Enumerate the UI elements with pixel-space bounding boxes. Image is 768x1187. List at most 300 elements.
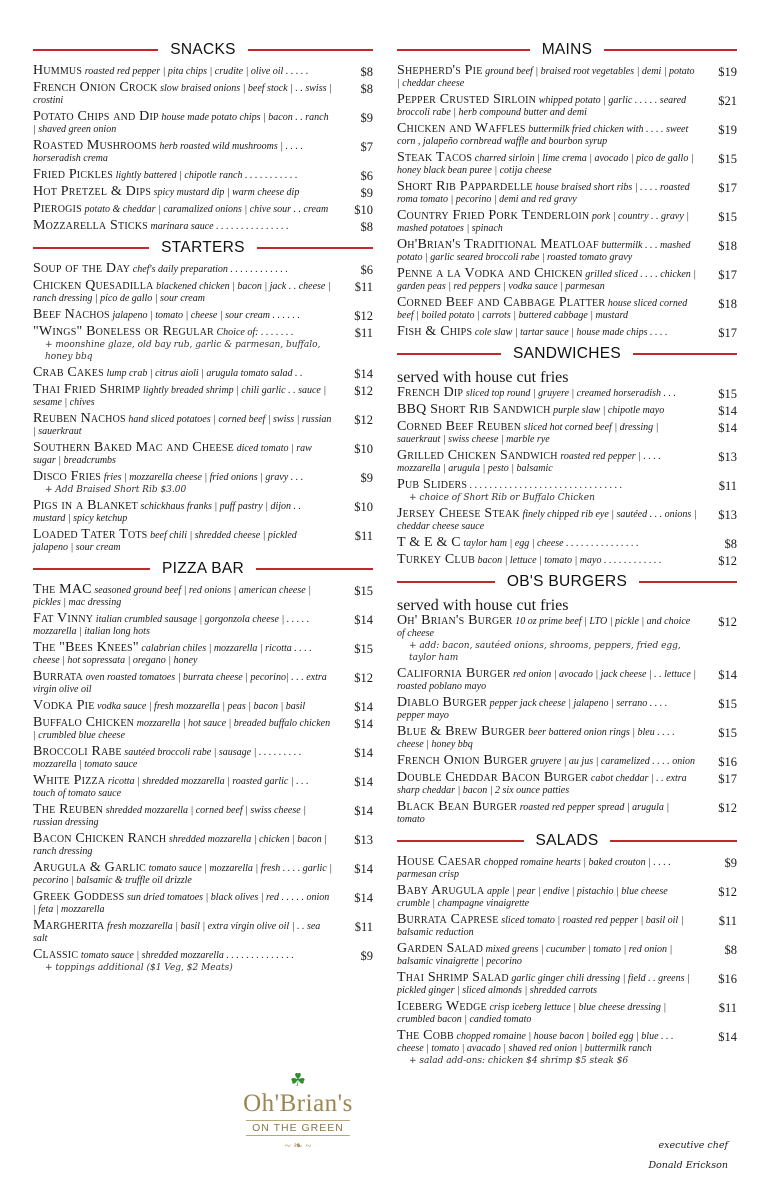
menu-item xyxy=(33,186,373,199)
item-price: $16 xyxy=(718,972,737,986)
item-description: apple | pear | endive | pistachio | blue cheese crumble | champagne vinaigrette xyxy=(397,886,668,909)
menu-item xyxy=(397,239,737,264)
menu-item xyxy=(397,297,737,322)
item-name: Southern Baked Mac and Cheese xyxy=(33,440,234,455)
item-description: bacon | lettuce | tomato | mayo . . . . . . . . . . . . xyxy=(477,555,662,566)
item-price: $15 xyxy=(718,210,737,224)
menu-column-left xyxy=(33,38,373,978)
item-description: oven roasted tomatoes | burrata cheese | pecorino| . . . extra virgin olive oil xyxy=(33,672,327,695)
menu-item xyxy=(397,210,737,235)
item-name: Chicken and Waffles xyxy=(397,121,526,136)
ornament-icon: ~ ❧ ~ xyxy=(284,1140,312,1152)
item-description: Choice of: . . . . . . . xyxy=(216,327,294,338)
item-price: $18 xyxy=(718,239,737,253)
item-name: Thai Shrimp Salad xyxy=(397,970,509,985)
restaurant-logo xyxy=(228,1070,368,1170)
menu-item xyxy=(397,554,737,567)
chef-credit xyxy=(648,1136,728,1176)
item-name: The Reuben xyxy=(33,802,104,817)
item-price: $13 xyxy=(354,833,373,847)
item-description: spicy mustard dip | warm cheese dip xyxy=(153,187,300,198)
item-price: $14 xyxy=(718,668,737,682)
item-description: fresh mozzarella | basil | extra virgin olive oil | . . sea salt xyxy=(33,921,321,944)
item-name: Garden Salad xyxy=(397,941,484,956)
section-rule-right xyxy=(610,840,737,842)
item-description: sliced hot corned beef | dressing | sauerkraut | swiss cheese | marble rye xyxy=(397,422,659,445)
item-price: $6 xyxy=(360,263,373,277)
menu-item xyxy=(33,891,373,916)
item-price: $15 xyxy=(718,387,737,401)
item-description: tomato sauce | mozzarella | fresh . . . . garlic | pecorino | balsamic & truffle oil drizzle xyxy=(33,863,332,886)
item-name: Arugula & Garlic xyxy=(33,860,146,875)
section-rule-left xyxy=(397,49,530,51)
item-name: Beef Nachos xyxy=(33,307,110,322)
menu-item xyxy=(33,920,373,945)
section-title: STARTERS xyxy=(161,239,245,256)
item-price: $17 xyxy=(718,181,737,195)
menu-item xyxy=(397,326,737,339)
item-price: $8 xyxy=(724,943,737,957)
item-description: lightly breaded shrimp | chili garlic . . sauce | sesame | chives xyxy=(33,385,327,408)
item-name: French Onion Crock xyxy=(33,80,158,95)
section-title-bar xyxy=(397,39,737,61)
menu-item xyxy=(397,1001,737,1026)
item-name: The "Bees Knees" xyxy=(33,640,139,655)
menu-item xyxy=(397,943,737,968)
menu-item xyxy=(33,613,373,638)
menu-item xyxy=(33,140,373,165)
item-description: vodka sauce | fresh mozzarella | peas | bacon | basil xyxy=(97,701,306,712)
item-addon-note: + add: bacon, sautéed onions, shrooms, peppers, fried egg, taylor ham xyxy=(409,641,681,663)
item-name: Short Rib Pappardelle xyxy=(397,179,533,194)
item-price: $8 xyxy=(360,82,373,96)
item-name: Iceberg Wedge xyxy=(397,999,487,1014)
menu-item xyxy=(397,152,737,177)
menu-item xyxy=(397,885,737,910)
section-title: PIZZA BAR xyxy=(162,560,244,577)
item-name: Fat Vinny xyxy=(33,611,94,626)
item-addon-note: + Add Braised Short Rib $3.00 xyxy=(45,485,187,495)
section-rule-left xyxy=(397,581,495,583)
item-description: mozzarella | hot sauce | breaded buffalo chicken | crumbled blue cheese xyxy=(33,718,331,741)
item-description: buttermilk fried chicken with . . . . sweet corn , jalapeño cornbread waffle and bourbon syrup xyxy=(397,124,689,147)
item-name: Oh' Brian's Burger xyxy=(397,613,513,628)
menu-item xyxy=(397,421,737,446)
item-price: $12 xyxy=(354,671,373,685)
item-description: finely chipped rib eye | sautéed . . . onions | cheddar cheese sauce xyxy=(397,509,697,532)
menu-item xyxy=(33,65,373,78)
menu-item xyxy=(33,169,373,182)
section-note: served with house cut fries xyxy=(397,369,569,386)
item-price: $14 xyxy=(354,891,373,905)
item-description: beer battered onion rings | bleu . . . . cheese | honey bbq xyxy=(397,727,675,750)
item-price: $14 xyxy=(718,1030,737,1044)
logo-brand: Oh'Brian's xyxy=(243,1090,353,1117)
menu-item xyxy=(397,668,737,693)
item-name: Baby Arugula xyxy=(397,883,485,898)
item-price: $12 xyxy=(718,554,737,568)
menu-item xyxy=(397,726,737,751)
item-name: Corned Beef and Cabbage Platter xyxy=(397,295,606,310)
logo-subtitle: ON THE GREEN xyxy=(246,1120,350,1136)
menu-item xyxy=(33,642,373,667)
item-description: schickhaus franks | puff pastry | dijon . . mustard | spicy ketchup xyxy=(33,501,302,524)
item-name: Pigs in a Blanket xyxy=(33,498,138,513)
menu-item xyxy=(33,746,373,771)
item-name: House Caesar xyxy=(397,854,482,869)
section-rule-left xyxy=(397,840,524,842)
menu-item xyxy=(33,584,373,609)
menu-item xyxy=(33,442,373,467)
item-description: crisp iceberg lettuce | blue cheese dressing | crumbled bacon | candied tomato xyxy=(397,1002,667,1025)
item-name: Diablo Burger xyxy=(397,695,487,710)
item-description: buttermilk . . . mashed potato | garlic seared broccoli rabe | roasted tomato gravy xyxy=(397,240,691,263)
item-price: $14 xyxy=(354,367,373,381)
item-name: Broccoli Rabe xyxy=(33,744,122,759)
menu-item xyxy=(33,949,373,974)
item-description: blackened chicken | bacon | jack . . cheese | ranch dressing | pico de gallo | sour cream xyxy=(33,281,331,304)
item-price: $14 xyxy=(354,700,373,714)
section-title-bar xyxy=(33,39,373,61)
item-price: $15 xyxy=(354,584,373,598)
item-price: $19 xyxy=(718,123,737,137)
item-description: tomato sauce | shredded mozzarella . . . . . . . . . . . . . . xyxy=(80,950,294,961)
menu-item xyxy=(33,82,373,107)
section-rule-left xyxy=(397,353,501,355)
item-price: $17 xyxy=(718,326,737,340)
item-name: Steak Tacos xyxy=(397,150,473,165)
menu-item xyxy=(397,772,737,797)
item-price: $10 xyxy=(354,203,373,217)
item-addon-note: + salad add-ons: chicken $4 shrimp $5 steak $6 xyxy=(409,1056,629,1066)
item-description: chef's daily preparation . . . . . . . . . . . . xyxy=(132,264,288,275)
item-name: The Cobb xyxy=(397,1028,454,1043)
menu-item xyxy=(33,220,373,233)
item-description: sliced tomato | roasted red pepper | basil oil | balsamic reduction xyxy=(397,915,684,938)
item-name: Pierogis xyxy=(33,201,82,216)
section-rule-right xyxy=(604,49,737,51)
menu-item xyxy=(33,833,373,858)
item-name: Roasted Mushrooms xyxy=(33,138,157,153)
menu-item xyxy=(397,479,737,504)
shamrock-icon: ☘ xyxy=(289,1070,307,1090)
item-name: Disco Fries xyxy=(33,469,102,484)
item-description: fries | mozzarella cheese | fried onions | gravy . . . xyxy=(103,472,304,483)
item-addon-note: + toppings additional ($1 Veg, $2 Meats) xyxy=(45,963,233,973)
item-description: garlic ginger chili dressing | field . . greens | pickled ginger | sliced almonds | shredded carrots xyxy=(397,973,690,996)
item-description: jalapeno | tomato | cheese | sour cream . . . . . . xyxy=(112,310,301,321)
menu-item xyxy=(33,471,373,496)
item-description: roasted red pepper spread | arugula | tomato xyxy=(397,802,670,825)
item-price: $15 xyxy=(718,697,737,711)
item-price: $9 xyxy=(360,186,373,200)
item-addon-note: + moonshine glaze, old bay rub, garlic & parmesan, buffalo, honey bbq xyxy=(45,340,321,362)
section-title: SANDWICHES xyxy=(512,345,622,362)
section-rule-right xyxy=(256,568,373,570)
item-price: $11 xyxy=(718,1001,737,1015)
item-name: Oh'Brian's Traditional Meatloaf xyxy=(397,237,599,252)
item-name: Corned Beef Reuben xyxy=(397,419,522,434)
item-name: Soup of the Day xyxy=(33,261,131,276)
item-description: sliced top round | gruyere | creamed horseradish . . . xyxy=(465,388,677,399)
item-description: slow braised onions | beef stock | . . swiss | crostini xyxy=(33,83,332,106)
menu-item xyxy=(397,404,737,417)
menu-item xyxy=(33,775,373,800)
item-price: $9 xyxy=(360,949,373,963)
section-title-bar xyxy=(397,830,737,852)
section-rule-left xyxy=(33,247,149,249)
item-description: 10 oz prime beef | LTO | pickle | and choice of cheese xyxy=(397,616,691,639)
item-price: $12 xyxy=(354,309,373,323)
item-name: Margherita xyxy=(33,918,105,933)
item-description: gruyere | au jus | caramelized . . . . onion xyxy=(530,756,696,767)
item-description: house sliced corned beef | boiled potato | carrots | buttered cabbage | mustard xyxy=(397,298,688,321)
item-price: $18 xyxy=(718,297,737,311)
menu-item xyxy=(397,387,737,400)
item-name: Greek Goddess xyxy=(33,889,125,904)
chef-title: executive chef xyxy=(658,1140,728,1151)
item-name: Bacon Chicken Ranch xyxy=(33,831,167,846)
section-rule-right xyxy=(248,49,373,51)
item-name: T & E & C xyxy=(397,535,461,550)
item-description: red onion | avocado | jack cheese | . . lettuce | roasted poblano mayo xyxy=(397,669,697,692)
item-name: Potato Chips and Dip xyxy=(33,109,159,124)
item-price: $11 xyxy=(354,280,373,294)
item-price: $14 xyxy=(354,862,373,876)
item-name: Grilled Chicken Sandwich xyxy=(397,448,558,463)
item-name: Country Fried Pork Tenderloin xyxy=(397,208,590,223)
item-description: beef chili | shredded cheese | pickled jalapeno | sour cream xyxy=(33,530,297,553)
item-description: sautéed broccoli rabe | sausage | . . . . . . . . . mozzarella | tomato sauce xyxy=(33,747,302,770)
menu-item xyxy=(397,537,737,550)
item-price: $7 xyxy=(360,140,373,154)
item-price: $15 xyxy=(718,152,737,166)
section-title-bar xyxy=(33,237,373,259)
item-description: ground beef | braised root vegetables | demi | potato | cheddar cheese xyxy=(397,66,695,89)
section-header xyxy=(33,558,373,580)
item-name: Crab Cakes xyxy=(33,365,104,380)
menu-item xyxy=(397,268,737,293)
menu-item xyxy=(397,914,737,939)
menu-item xyxy=(33,203,373,216)
item-price: $10 xyxy=(354,500,373,514)
item-description: herb roasted wild mushrooms | . . . . horseradish crema xyxy=(33,141,304,164)
item-name: Turkey Club xyxy=(397,552,476,567)
item-price: $9 xyxy=(360,111,373,125)
item-price: $8 xyxy=(360,65,373,79)
item-name: Fish & Chips xyxy=(397,324,473,339)
item-name: Buffalo Chicken xyxy=(33,715,135,730)
item-description: shredded mozzarella | corned beef | swiss cheese | russian dressing xyxy=(33,805,306,828)
item-price: $10 xyxy=(354,442,373,456)
item-name: Reuben Nachos xyxy=(33,411,126,426)
item-addon-note: + choice of Short Rib or Buffalo Chicken xyxy=(409,493,595,503)
item-price: $6 xyxy=(360,169,373,183)
menu-item xyxy=(397,972,737,997)
menu-item xyxy=(397,1030,737,1067)
item-price: $15 xyxy=(718,726,737,740)
item-description: chopped romaine | house bacon | boiled egg | blue . . . cheese | tomato | avacado | shaved red onion | buttermilk ranch xyxy=(397,1031,674,1054)
item-price: $9 xyxy=(360,471,373,485)
item-price: $13 xyxy=(718,450,737,464)
section-rule-left xyxy=(33,49,158,51)
section-title-bar xyxy=(33,558,373,580)
item-description: taylor ham | egg | cheese . . . . . . . . . . . . . . . xyxy=(463,538,639,549)
item-name: White Pizza xyxy=(33,773,106,788)
item-description: potato & cheddar | caramalized onions | chive sour . . cream xyxy=(84,204,329,215)
item-price: $12 xyxy=(354,413,373,427)
item-description: roasted red pepper | . . . . mozzarella | arugula | pesto | balsamic xyxy=(397,451,661,474)
item-description: charred sirloin | lime crema | avocado | pico de gallo | honey black bean puree | cotija cheese xyxy=(397,153,694,176)
item-price: $8 xyxy=(724,537,737,551)
menu-item xyxy=(33,413,373,438)
item-price: $14 xyxy=(354,613,373,627)
menu-item xyxy=(397,123,737,148)
menu-item xyxy=(397,65,737,90)
item-price: $11 xyxy=(718,479,737,493)
menu-item xyxy=(397,450,737,475)
menu-item xyxy=(33,309,373,322)
section-title-bar xyxy=(397,571,737,593)
item-price: $16 xyxy=(718,755,737,769)
item-name: Burrata Caprese xyxy=(397,912,499,927)
item-description: ricotta | shredded mozzarella | roasted garlic | . . . touch of tomato sauce xyxy=(33,776,309,799)
section-header xyxy=(397,571,737,615)
section-header xyxy=(33,39,373,61)
item-price: $15 xyxy=(354,642,373,656)
section-rule-right xyxy=(257,247,373,249)
item-description: seasoned ground beef | red onions | american cheese | pickles | mac dressing xyxy=(33,585,311,608)
item-description: cabot cheddar | . . extra sharp cheddar | bacon | 2 six ounce patties xyxy=(397,773,687,796)
item-price: $11 xyxy=(718,914,737,928)
item-price: $12 xyxy=(718,885,737,899)
section-header xyxy=(397,39,737,61)
chef-name: Donald Erickson xyxy=(648,1160,728,1171)
item-description: lightly battered | chipotle ranch . . . . . . . . . . . xyxy=(115,170,298,181)
menu-item xyxy=(33,326,373,363)
menu-column-right xyxy=(397,38,737,1071)
item-description: lump crab | citrus aioli | arugula tomato salad . . xyxy=(106,368,303,379)
item-name: Chicken Quesadilla xyxy=(33,278,154,293)
item-price: $21 xyxy=(718,94,737,108)
section-header xyxy=(397,343,737,387)
item-price: $19 xyxy=(718,65,737,79)
item-name: Jersey Cheese Steak xyxy=(397,506,520,521)
item-name: Loaded Tater Tots xyxy=(33,527,148,542)
item-description: sun dried tomatoes | black olives | red . . . . . onion | feta | mozzarella xyxy=(33,892,330,915)
section-title: SNACKS xyxy=(170,41,236,58)
item-description: pepper jack cheese | jalapeno | serrano . . . . pepper mayo xyxy=(397,698,668,721)
item-description: purple slaw | chipotle mayo xyxy=(553,405,665,416)
item-price: $14 xyxy=(354,804,373,818)
item-name: "Wings" Boneless or Regular xyxy=(33,324,214,339)
menu-item xyxy=(33,671,373,696)
item-name: BBQ Short Rib Sandwich xyxy=(397,402,551,417)
item-price: $14 xyxy=(718,421,737,435)
item-description: marinara sauce . . . . . . . . . . . . . . . xyxy=(150,221,289,232)
menu-item xyxy=(33,384,373,409)
item-description: whipped potato | garlic . . . . . seared broccoli rabe | herb compound butter and demi xyxy=(397,95,687,118)
item-price: $11 xyxy=(354,326,373,340)
item-price: $12 xyxy=(354,384,373,398)
menu-item xyxy=(33,280,373,305)
menu-item xyxy=(33,111,373,136)
item-price: $11 xyxy=(354,529,373,543)
item-description: grilled sliced . . . . chicken | garden peas | red peppers | vodka sauce | parmesan xyxy=(397,269,697,292)
item-name: California Burger xyxy=(397,666,511,681)
item-name: Pub Sliders xyxy=(397,477,468,492)
item-price: $17 xyxy=(718,772,737,786)
menu-item xyxy=(397,697,737,722)
item-price: $8 xyxy=(360,220,373,234)
menu-item xyxy=(397,856,737,881)
menu-item xyxy=(33,700,373,713)
section-title: SALADS xyxy=(535,832,599,849)
item-description: shredded mozzarella | chicken | bacon | ranch dressing xyxy=(33,834,327,857)
item-price: $14 xyxy=(354,717,373,731)
item-name: Hot Pretzel & Dips xyxy=(33,184,151,199)
item-name: Black Bean Burger xyxy=(397,799,518,814)
menu-item xyxy=(33,862,373,887)
item-price: $13 xyxy=(718,508,737,522)
item-name: French Dip xyxy=(397,385,464,400)
menu-item xyxy=(397,181,737,206)
menu-item xyxy=(33,263,373,276)
item-name: Hummus xyxy=(33,63,83,78)
item-description: diced tomato | raw sugar | breadcrumbs xyxy=(33,443,312,466)
section-title: OB'S BURGERS xyxy=(506,573,628,590)
section-title: MAINS xyxy=(541,41,593,58)
item-name: Burrata xyxy=(33,669,83,684)
section-header xyxy=(397,830,737,852)
item-description: calabrian chiles | mozzarella | ricotta . . . . cheese | hot sopressata | oregano | honey xyxy=(33,643,312,666)
menu-item xyxy=(33,367,373,380)
menu-item xyxy=(397,615,737,664)
item-name: Penne a la Vodka and Chicken xyxy=(397,266,583,281)
item-name: Fried Pickles xyxy=(33,167,114,182)
menu-item xyxy=(397,94,737,119)
item-description: hand sliced potatoes | corned beef | swiss | russian | sauerkraut xyxy=(33,414,332,437)
item-price: $12 xyxy=(718,801,737,815)
menu-item xyxy=(397,801,737,826)
section-title-bar xyxy=(397,343,737,365)
item-name: Mozzarella Sticks xyxy=(33,218,148,233)
section-rule-right xyxy=(633,353,737,355)
menu-item xyxy=(33,717,373,742)
item-name: Vodka Pie xyxy=(33,698,95,713)
item-description: house made potato chips | bacon . . ranch | shaved green onion xyxy=(33,112,329,135)
menu-item xyxy=(397,755,737,768)
item-name: Blue & Brew Burger xyxy=(397,724,526,739)
item-name: French Onion Burger xyxy=(397,753,528,768)
menu-item xyxy=(33,500,373,525)
item-name: Shepherd's Pie xyxy=(397,63,483,78)
section-note: served with house cut fries xyxy=(397,597,569,614)
item-description: . . . . . . . . . . . . . . . . . . . . . . . . . . . . . . . xyxy=(469,480,623,491)
item-price: $14 xyxy=(354,746,373,760)
item-price: $14 xyxy=(718,404,737,418)
menu-item xyxy=(33,804,373,829)
item-description: chopped romaine hearts | baked crouton | . . . . parmesan crisp xyxy=(397,857,671,880)
menu-item xyxy=(397,508,737,533)
item-name: Double Cheddar Bacon Burger xyxy=(397,770,589,785)
item-description: house braised short ribs | . . . . roasted roma tomato | pecorino | demi and red gravy xyxy=(397,182,690,205)
item-description: mixed greens | cucumber | tomato | red onion | balsamic vinaigrette | pecorino xyxy=(397,944,673,967)
item-price: $14 xyxy=(354,775,373,789)
item-price: $11 xyxy=(354,920,373,934)
item-name: Thai Fried Shrimp xyxy=(33,382,141,397)
section-rule-left xyxy=(33,568,150,570)
